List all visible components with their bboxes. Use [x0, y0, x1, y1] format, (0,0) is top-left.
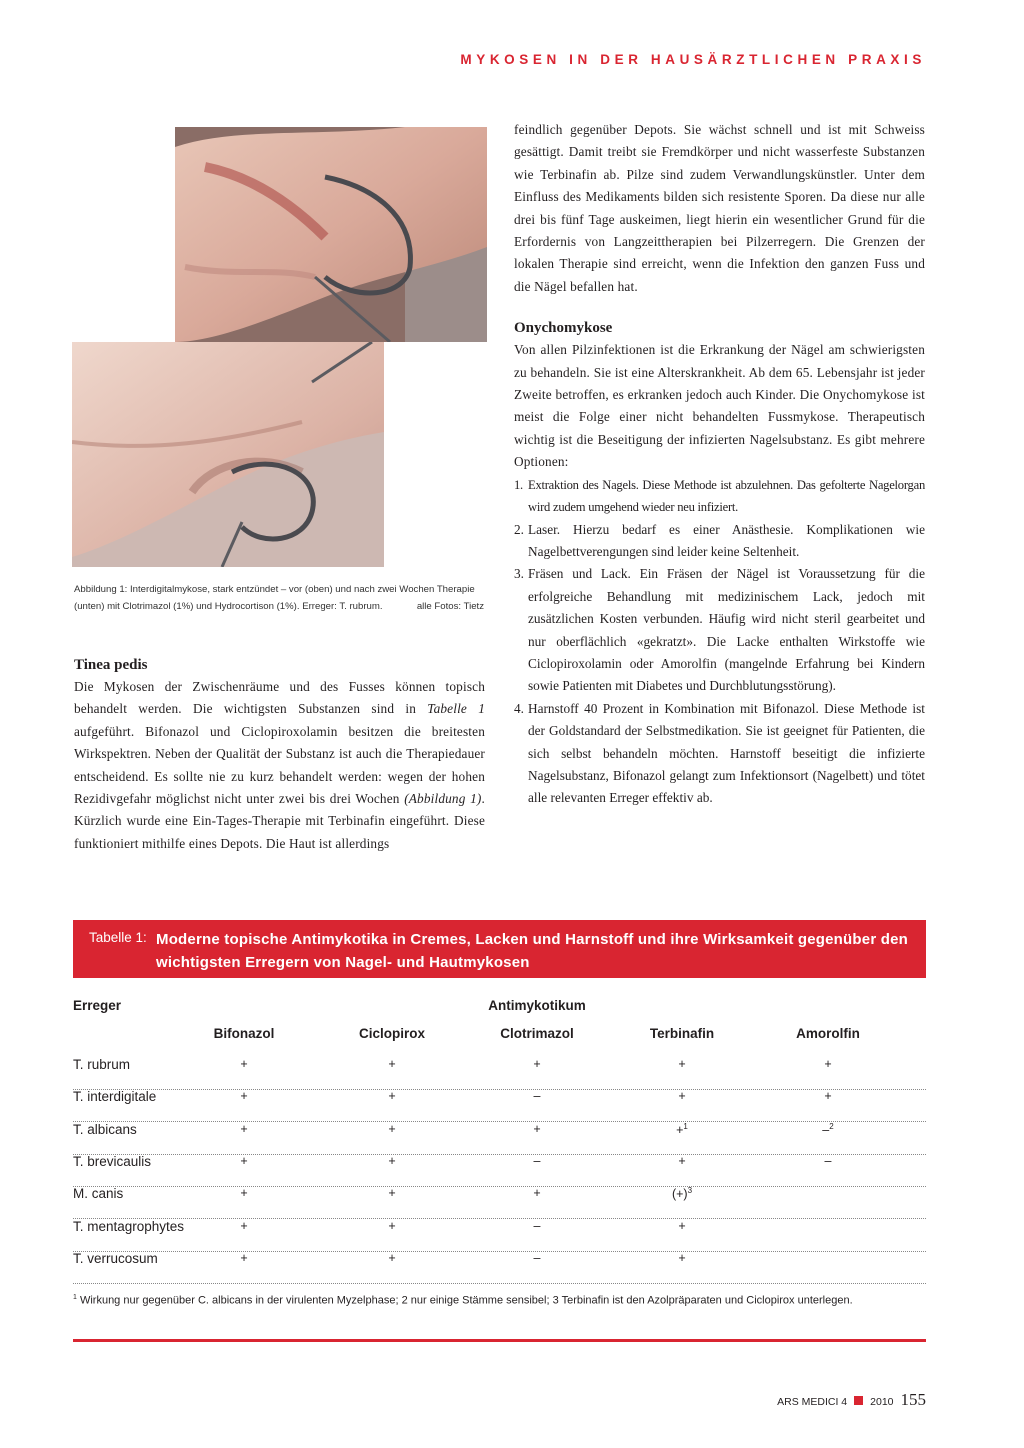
cell-value: + [533, 1121, 541, 1136]
table-cell [240, 1057, 247, 1071]
tinea-text-3: . Kürzlich wurde eine Ein-Tages-Therapie mit Terbinafin eingeführt. Diese funktioniert mithilfe eines Depots. Die Haut ist allerdings [74, 791, 485, 851]
footnote-text: Wirkung nur gegenüber C. albicans in der virulenten Myzelphase; 2 nur einige Stämme sensibel; 3 Terbinafin ist den Azolpräparaten und Ciclopirox unterlegen. [76, 1294, 853, 1307]
page-number: 155 [900, 1390, 926, 1409]
right-column [514, 119, 925, 810]
table-cell [388, 1057, 395, 1071]
option-text: Fräsen und Lack. Ein Fräsen der Nägel ist Voraussetzung für die erfolgreiche Behandlung mit medizinischem Lack, jedoch mit zusätzlichen Kosten verbunden. Häufig wird nicht steril gearbeitet und nur oberflächlich «gekratzt». Die Lacke enthalten Wirkstoffe wie Ciclopiroxolamin oder Amorolfin (mangelnde Erfahrung bei Kindern sowie Patienten mit Diabetes und Durchblutungsstörung). [528, 566, 925, 694]
table-cell [825, 1154, 832, 1168]
table-row [73, 1219, 926, 1252]
table-cell [678, 1154, 685, 1168]
figure-caption [74, 581, 484, 615]
table-cell [240, 1219, 247, 1233]
cell-footnote-marker: 1 [683, 1121, 688, 1131]
figure-caption-text: Abbildung 1: Interdigitalmykose, stark entzündet – vor (oben) und nach zwei Wochen Therapie (unten) mit Clotrimazol (1%) und Hydrocortison (1%). Erreger: T. rubrum. [74, 584, 475, 612]
cell-value: + [676, 1122, 684, 1137]
cell-footnote-marker: 3 [687, 1186, 693, 1196]
option-item [514, 698, 925, 810]
tinea-text-1: Die Mykosen der Zwischenräume und des Fusses können topisch behandelt werden. Die wichtigsten Substanzen sind in [74, 679, 485, 717]
bottom-rule [73, 1339, 926, 1342]
erreger-header: Erreger [73, 998, 122, 1013]
table-row [73, 1089, 926, 1122]
table-cell [678, 1219, 685, 1233]
option-text: Laser. Hierzu bedarf es einer Anästhesie. Komplikationen wie Nagelbettverengungen sind leider keine Seltenheit. [528, 521, 925, 559]
option-number: 2. [514, 521, 524, 537]
footnote-marker: 1 [73, 1294, 77, 1301]
tinea-paragraph [74, 676, 485, 855]
table-cell [824, 1057, 831, 1071]
square-bullet-icon [854, 1396, 863, 1405]
cell-value: + [678, 1153, 686, 1168]
cell-value: + [678, 1218, 686, 1233]
cell-value: – [533, 1218, 541, 1233]
table-cell [678, 1089, 685, 1103]
option-item [514, 519, 925, 564]
column-header: Ciclopirox [358, 1026, 426, 1041]
table-row [73, 1251, 926, 1284]
table-cell [534, 1219, 541, 1233]
erreger-name: T. albicans [73, 1121, 137, 1137]
cell-value: + [388, 1089, 396, 1104]
cell-value: + [240, 1057, 248, 1071]
cell-value: + [678, 1250, 686, 1265]
option-item [514, 474, 925, 519]
table-cell [388, 1089, 395, 1103]
table-cell [388, 1219, 395, 1233]
onychomykose-heading: Onychomykose [514, 320, 613, 337]
cell-value: – [533, 1089, 541, 1104]
table-cell [678, 1057, 685, 1071]
table-cell [240, 1251, 247, 1265]
cell-value: + [240, 1218, 248, 1233]
left-column [74, 654, 485, 855]
cell-footnote-marker: 2 [829, 1121, 834, 1131]
cell-value: + [240, 1153, 248, 1168]
cell-value: – [533, 1250, 541, 1265]
cell-value: + [824, 1057, 832, 1071]
cell-value: + [240, 1250, 248, 1265]
cell-value: + [388, 1121, 396, 1136]
table-cell [822, 1122, 833, 1137]
table-cell [240, 1122, 247, 1136]
table-cell [240, 1154, 247, 1168]
table-cell [388, 1251, 395, 1265]
table-reference: Tabelle 1 [427, 701, 485, 717]
table-cell [824, 1089, 831, 1103]
table-cell [388, 1154, 395, 1168]
table-row [73, 1186, 926, 1219]
table-cell [672, 1186, 692, 1201]
option-number: 4. [514, 700, 524, 716]
cell-value: + [533, 1186, 541, 1201]
cell-value: + [388, 1057, 396, 1071]
table-cell [534, 1089, 541, 1103]
cell-value: + [533, 1057, 541, 1071]
cell-value: + [678, 1089, 686, 1104]
table-title-banner [73, 920, 926, 978]
column-header: Amorolfin [796, 1026, 860, 1041]
cell-value: + [240, 1186, 248, 1201]
table-row [73, 1122, 926, 1155]
onychomykose-intro: Von allen Pilzinfektionen ist die Erkrankung der Nägel am schwierigsten zu behandeln. Sie ist eine Alterskrankheit. Ab dem 65. Lebensjahr ist jeder Zweite betroffen, es erkranken jedoch auch Kinder. Die Onychomykose ist meist die Folge einer nicht behandelten Fussmykose. Therapeutisch wichtig ist die Beseitigung der infizierten Nagelsubstanz. Es gibt mehrere Optionen: [514, 342, 925, 470]
erreger-name: T. mentagrophytes [73, 1218, 185, 1234]
journal-year: 2010 [870, 1396, 894, 1408]
erreger-name: T. rubrum [73, 1057, 131, 1072]
cell-value: – [822, 1122, 830, 1137]
erreger-name: T. interdigitale [73, 1089, 157, 1105]
table-row [73, 1057, 926, 1090]
erreger-name: M. canis [73, 1186, 124, 1202]
table-cell [676, 1122, 688, 1137]
erreger-name: T. brevicaulis [73, 1153, 152, 1169]
table-cell [533, 1186, 540, 1200]
table-row [73, 1154, 926, 1187]
column-header: Terbinafin [649, 1026, 715, 1041]
cell-value: + [388, 1186, 396, 1201]
figure-reference: (Abbildung 1) [404, 791, 482, 807]
cell-value: + [240, 1089, 248, 1104]
table-label: Tabelle 1: [89, 930, 147, 945]
cell-value: + [388, 1250, 396, 1265]
cell-value: + [824, 1089, 832, 1104]
running-header: MYKOSEN IN DER HAUSÄRZTLICHEN PRAXIS [460, 52, 926, 67]
table-cell [534, 1251, 541, 1265]
cell-value: (+) [671, 1187, 688, 1202]
cell-value: + [388, 1153, 396, 1168]
column-header: Bifonazol [213, 1026, 275, 1041]
photo-before-therapy [175, 127, 487, 342]
table-cell [678, 1251, 685, 1265]
tinea-text-2: aufgeführt. Bifonazol und Ciclopiroxolamin besitzen die breitesten Wirkspektren. Neben der Qualität der Substanz ist auch die Therapiedauer entscheidend. Es sollte nie zu kurz behandelt werden: wegen der hohen Rezidivgefahr möglichst nicht unter zwei bis drei Wochen [74, 723, 485, 807]
option-number: 3. [514, 566, 524, 582]
option-item [514, 563, 925, 697]
cell-value: – [533, 1153, 541, 1168]
table-cell [533, 1057, 540, 1071]
table-cell [240, 1186, 247, 1200]
column-header: Clotrimazol [500, 1026, 574, 1041]
photo-after-therapy [72, 342, 384, 567]
cell-value: – [824, 1153, 832, 1168]
table-cell [534, 1154, 541, 1168]
antimykotikum-header: Antimykotikum [488, 998, 586, 1013]
option-text: Extraktion des Nagels. Diese Methode ist abzulehnen. Das gefolterte Nagelorgan wird zudem umgehend wieder neu infiziert. [528, 477, 925, 515]
option-text: Harnstoff 40 Prozent in Kombination mit Bifonazol. Diese Methode ist der Goldstandard der Selbstmedikation. Sie ist geeignet für Patienten, die sich selbst behandeln möchten. Harnstoff beseitigt die infizierte Nagelsubstanz, Bifonazol gelangt zum Infektionsort (Nagelbett) und tötet alle relevanten Erreger effektiv ab. [528, 700, 925, 806]
journal-name: ARS MEDICI 4 [777, 1396, 848, 1408]
continuation-paragraph: feindlich gegenüber Depots. Sie wächst schnell und ist mit Schweiss gesättigt. Damit treibt sie Fremdkörper und nicht wasserfeste Substanzen wie Terbinafin ab. Pilze sind zudem Verwandlungskünstler. Unter dem Einfluss des Medikaments bilden sich resistente Sporen. Da diese nur alle drei bis fünf Tage auskeimen, liegt hierin ein wesentlicher Grund für die Erfordernis von Langzeittherapien bei Pilzerregern. Die Grenzen der lokalen Therapie sind erreicht, wenn die Infektion den ganzen Fuss und die Nägel befallen hat. [514, 122, 925, 294]
page-footer [777, 1390, 926, 1410]
tinea-heading: Tinea pedis [74, 657, 148, 673]
table-cell [388, 1122, 395, 1136]
table-cell [388, 1186, 395, 1200]
table-title: Moderne topische Antimykotika in Cremes, Lacken und Harnstoff und ihre Wirksamkeit gegenüber den wichtigsten Erregern von Nagel- und Hautmykosen [156, 931, 908, 971]
option-number: 1. [514, 477, 523, 492]
photo-credit: alle Fotos: Tietz [416, 601, 484, 612]
table-footnote [73, 1294, 933, 1307]
options-list [514, 474, 925, 810]
erreger-name: T. verrucosum [73, 1250, 158, 1266]
table-cell [240, 1089, 247, 1103]
cell-value: + [678, 1057, 686, 1071]
cell-value: + [388, 1218, 396, 1233]
cell-value: + [240, 1121, 248, 1136]
table-cell [533, 1122, 540, 1136]
